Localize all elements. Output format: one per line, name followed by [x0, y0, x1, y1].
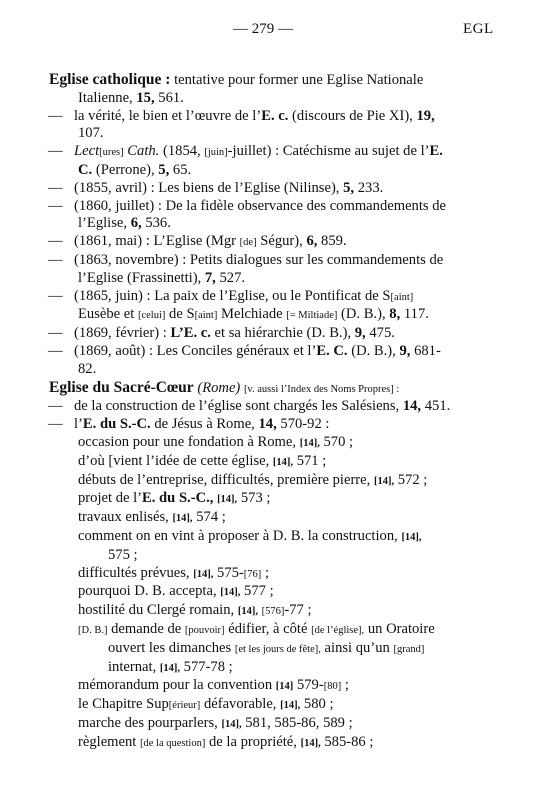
entry-text: [14],: [280, 700, 301, 712]
entry-text: [ures]: [99, 147, 124, 159]
entry-text: [14],: [299, 437, 320, 449]
entry-text: ;: [264, 564, 270, 581]
entry-text: comment on en vint à proposer à D. B. la construction,: [78, 527, 398, 544]
entry-text: travaux enlisés,: [78, 509, 169, 526]
entry-text: l’: [74, 416, 83, 433]
index-subsubentry: [0, 453, 447, 472]
entry-dash: —: [48, 251, 63, 268]
index-subentry: [0, 252, 453, 288]
entry-text: 107.: [78, 125, 104, 142]
entry-text: [celui]: [137, 310, 166, 322]
entry-text: (1855, avril) : Les biens de l’Eglise (Nilinse),: [74, 179, 340, 196]
index-subsubentry: [0, 528, 447, 565]
entry-text: hostilité du Clergé romain,: [78, 602, 235, 619]
entry-text: 572 ;: [397, 471, 428, 488]
entry-text: (1861, mai) : L’Eglise (Mgr: [74, 233, 236, 250]
entry-text: de la construction de l’église sont chargés les Salésiens,: [74, 398, 400, 415]
index-subsubentry: [0, 490, 447, 509]
entry-text: (1854,: [162, 143, 201, 160]
entry-text: (Rome): [197, 379, 241, 396]
entry-dash: —: [48, 107, 63, 124]
entry-text: 573 ;: [240, 490, 271, 507]
entry-text: 475.: [369, 325, 395, 342]
entry-text: [érieur]: [168, 700, 201, 712]
index-entry-eglise-catholique: [0, 71, 453, 108]
index-entry-eglise-sacre-coeur: [0, 379, 463, 399]
entry-text: [pouvoir]: [184, 624, 225, 636]
entry-dash: —: [48, 143, 63, 160]
index-subsubentry: [0, 696, 447, 715]
index-subentry: [0, 398, 463, 416]
entry-text: règlement: [78, 733, 137, 750]
entry-text: 451.: [424, 398, 451, 415]
entry-text: [de l’église],: [311, 624, 365, 636]
entry-text: [aint]: [390, 291, 414, 303]
entry-text: [14]: [275, 681, 294, 693]
entry-text: de la propriété,: [208, 733, 297, 750]
entry-text: 14,: [402, 398, 422, 415]
entry-text: Melchiade: [221, 306, 283, 323]
entry-text: internat,: [108, 658, 157, 675]
entry-text: [grand]: [393, 643, 425, 655]
index-subentry: [0, 143, 453, 180]
entry-text: 571 ;: [296, 452, 327, 469]
entry-text: E. du S.-C.,: [142, 490, 214, 507]
entry-text: [14],: [193, 568, 214, 580]
entry-text: -juillet) : Catéchisme au sujet de l’: [227, 143, 430, 160]
entry-text: 536.: [145, 215, 171, 232]
entry-text: E. du S.-C.: [82, 416, 151, 433]
entry-text: Eusèbe et: [78, 306, 135, 323]
entry-dash: —: [48, 342, 63, 359]
entry-text: (1869, août) : Les Conciles généraux et l’: [74, 342, 317, 359]
entry-text: [= Miltiade]: [286, 310, 338, 322]
entry-text: 561.: [158, 89, 184, 106]
entry-text: 580 ;: [303, 696, 334, 713]
entry-text: tentative pour former une Eglise Nationale Italienne,: [78, 72, 424, 106]
entry-text: E. C.: [78, 143, 443, 178]
index-subsubentry: [0, 472, 463, 491]
index-subentry: [0, 180, 453, 198]
entry-text: [14],: [237, 606, 258, 618]
entry-text: mémorandum pour la convention: [78, 677, 273, 694]
entry-text: (1869, février) :: [74, 325, 167, 342]
entry-text: (1865, juin) : La paix de l’Eglise, ou le Pontificat de S: [74, 287, 391, 304]
entry-text: 14,: [258, 416, 277, 433]
entry-text: 681-82.: [78, 342, 441, 377]
entry-dash: —: [48, 325, 63, 342]
entry-dash: —: [48, 287, 63, 304]
entry-text: 570-92 :: [280, 416, 330, 433]
entry-text: (discours de Pie XI),: [292, 107, 413, 124]
entry-text: 574 ;: [196, 509, 226, 526]
entry-text: [de]: [239, 237, 257, 249]
entry-text: de Jésus à Rome,: [154, 416, 255, 433]
entry-text: édifier, à côté: [228, 620, 308, 637]
entry-heading: Eglise catholique :: [49, 71, 171, 88]
index-subsubentry: [0, 509, 447, 528]
entry-text: 6,: [306, 233, 318, 250]
entry-text: 5,: [158, 161, 170, 178]
entry-text: 859.: [321, 233, 347, 250]
entry-text: occasion pour une fondation à Rome,: [78, 433, 297, 450]
index-text: [0, 71, 543, 752]
entry-text: projet de l’: [78, 490, 143, 507]
entry-text: (Perrone),: [95, 161, 155, 178]
index-subentry: [0, 288, 453, 326]
entry-text: 15,: [136, 89, 155, 106]
entry-text: [576]: [261, 606, 285, 618]
entry-text: 7,: [204, 269, 216, 286]
entry-text: [de la question]: [140, 737, 206, 749]
entry-text: 585-86 ;: [324, 733, 374, 750]
entry-text: [juin]: [204, 147, 228, 159]
running-header: EGL: [463, 21, 494, 37]
entry-text: [14],: [401, 531, 422, 543]
entry-dash: —: [48, 179, 63, 196]
entry-text: 9,: [354, 325, 366, 342]
entry-dash: —: [48, 398, 63, 415]
page-number: — 279 —: [233, 21, 293, 37]
entry-heading: Eglise du Sacré-Cœur: [49, 378, 194, 396]
entry-text: d’où [vient l’idée de cette église,: [78, 452, 270, 469]
index-subsubentry: [0, 434, 447, 453]
index-subsubentry: [0, 565, 447, 584]
entry-text: [76]: [243, 568, 262, 580]
index-subsubentry: [0, 715, 447, 734]
entry-text: [aint]: [194, 310, 218, 322]
entry-text: 575 ;: [108, 546, 138, 563]
index-subsubentry: [0, 734, 473, 753]
entry-text: [14],: [159, 662, 181, 674]
entry-text: [et les jours de fête],: [234, 643, 321, 655]
entry-text: 9,: [399, 342, 411, 359]
entry-text: 19,: [416, 107, 435, 124]
entry-text: 570 ;: [323, 433, 354, 450]
entry-text: 6,: [130, 215, 142, 232]
entry-text: [D. B.]: [78, 624, 108, 636]
entry-text: un Oratoire ouvert les dimanches: [108, 620, 435, 656]
entry-text: 581, 585-86, 589 ;: [245, 714, 353, 731]
index-subentry: [0, 343, 453, 379]
entry-text: la vérité, le bien et l’œuvre de l’: [74, 107, 262, 124]
entry-text: 577-78 ;: [183, 658, 233, 675]
entry-text: E. c.: [261, 107, 289, 124]
entry-text: 527.: [219, 269, 246, 286]
entry-text: [14],: [217, 494, 238, 506]
entry-text: marche des pourparlers,: [78, 714, 218, 731]
entry-text: [14],: [221, 718, 242, 730]
entry-text: 117.: [403, 306, 429, 323]
entry-text: demande de: [111, 620, 182, 637]
entry-text: et sa hiérarchie (D. B.),: [214, 325, 352, 342]
entry-text: (D. B.),: [351, 342, 396, 359]
entry-text: 577 ;: [244, 583, 274, 600]
entry-text: 5,: [343, 179, 355, 196]
entry-text: 65.: [172, 161, 192, 178]
entry-text: 575-: [217, 564, 244, 581]
entry-text: [14],: [172, 513, 193, 525]
entry-dash: —: [48, 233, 63, 250]
entry-text: Lect: [74, 143, 100, 160]
entry-text: 579-: [296, 677, 324, 694]
entry-text: ;: [344, 677, 349, 694]
entry-text: difficultés prévues,: [78, 564, 190, 581]
entry-text: L’E. c.: [170, 325, 211, 342]
entry-text: [v. aussi l’Index des Noms Propres] :: [243, 383, 400, 395]
entry-text: ainsi qu’un: [324, 639, 390, 656]
entry-text: E. C.: [316, 342, 348, 359]
entry-text: (D. B.),: [341, 306, 386, 323]
entry-text: [14],: [220, 587, 241, 599]
entry-text: Cath.: [127, 143, 160, 160]
entry-text: pourquoi D. B. accepta,: [78, 583, 217, 600]
index-subsubentry: [0, 621, 447, 677]
index-subentry: [0, 325, 453, 343]
entry-text: [80]: [323, 681, 342, 693]
entry-text: [14],: [373, 475, 395, 487]
entry-text: 233.: [357, 179, 384, 196]
index-subsubentry: [0, 602, 447, 621]
entry-text: [14],: [300, 737, 321, 749]
index-subsubentry: [0, 583, 447, 602]
index-subentry: [0, 108, 453, 144]
index-subentry: [0, 416, 453, 434]
entry-text: -77 ;: [284, 602, 312, 619]
entry-dash: —: [48, 197, 63, 214]
entry-text: 8,: [389, 306, 401, 323]
entry-text: [14],: [272, 456, 294, 468]
entry-text: le Chapitre Sup: [78, 696, 169, 713]
index-subsubentry: [0, 677, 447, 696]
entry-text: (1860, juillet) : De la fidèle observance des commandements de l’Eglise,: [74, 197, 447, 232]
entry-dash: —: [48, 416, 63, 433]
entry-text: de S: [169, 306, 195, 323]
index-subentry: [0, 198, 453, 234]
entry-text: (1863, novembre) : Petits dialogues sur les commandements de l’Eglise (Frassinetti),: [74, 251, 444, 286]
index-subentry: [0, 233, 453, 252]
entry-text: défavorable,: [203, 696, 277, 713]
entry-text: débuts de l’entreprise, difficultés, première pierre,: [78, 471, 371, 488]
entry-text: Ségur),: [260, 233, 303, 250]
